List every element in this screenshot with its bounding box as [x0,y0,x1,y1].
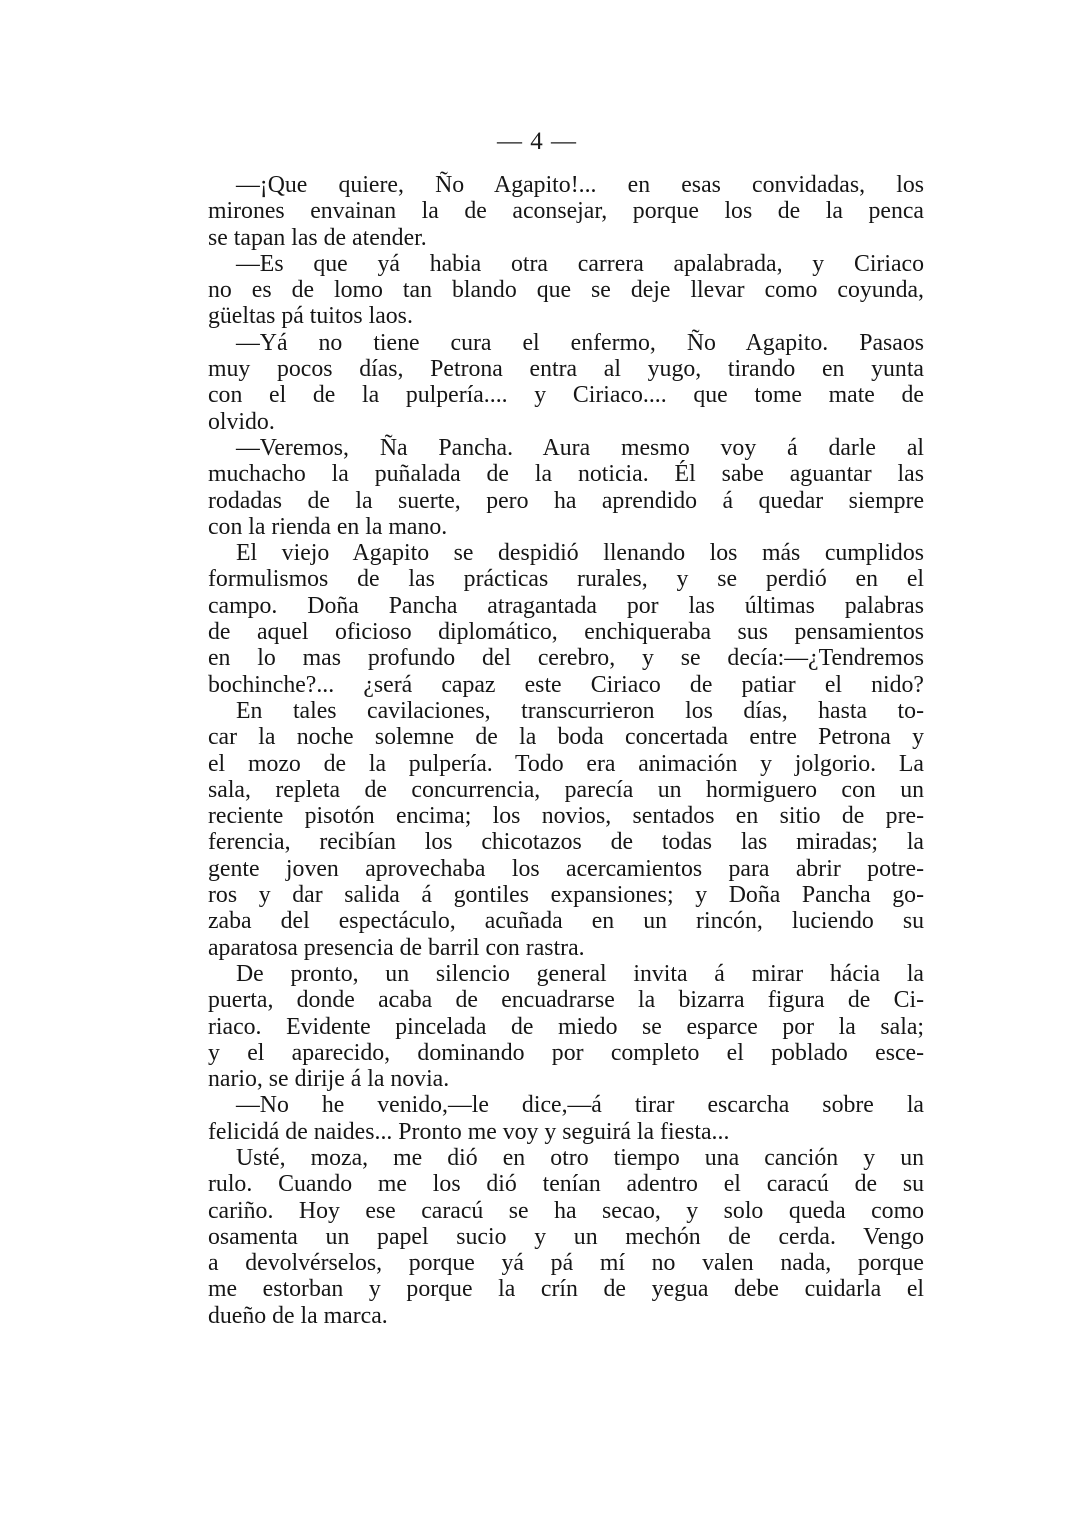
text-line: nario, se dirije á la novia. [208,1066,450,1093]
text-line: —Es que yá habia otra carrera apalabrada, y Ciriaco [236,250,924,277]
text-line: zaba del espectáculo, acuñada en un rincón, luciendo su [208,908,924,935]
text-line: muy pocos días, Petrona entra al yugo, tirando en yunta [208,356,924,383]
text-line: bochinche?... ¿será capaz este Ciriaco de patiar el nido? [208,671,924,698]
text-line: El viejo Agapito se despidió llenando los más cumplidos [236,540,924,567]
text-line: en lo mas profundo del cerebro, y se decía:—¿Tendremos [208,645,924,672]
text-line: rodadas de la suerte, pero ha aprendido á quedar siempre [208,487,924,514]
text-line: puerta, donde acaba de encuadrarse la bizarra figura de Ci- [208,987,924,1014]
text-line: —Yá no tiene cura el enfermo, Ño Agapito. Pasaos [236,329,924,356]
body-text [208,172,924,1329]
text-line: no es de lomo tan blando que se deje llevar como coyunda, [208,277,924,304]
text-line: riaco. Evidente pincelada de miedo se esparce por la sala; [208,1013,924,1040]
text-line: me estorban y porque la crín de yegua debe cuidarla el [208,1276,924,1303]
text-line: osamenta un papel sucio y un mechón de cerda. Vengo [208,1223,924,1250]
text-line: Usté, moza, me dió en otro tiempo una canción y un [236,1144,924,1171]
text-line: —No he venido,—le dice,—á tirar escarcha sobre la [236,1092,924,1119]
text-line: con el de la pulpería.... y Ciriaco.... que tome mate de [208,382,924,409]
text-line: muchacho la puñalada de la noticia. Él sabe aguantar las [208,461,924,488]
text-line: —¡Que quiere, Ño Agapito!... en esas convidadas, los [236,172,924,198]
text-line: cariño. Hoy ese caracú se ha secao, y solo queda como [208,1197,924,1224]
text-line: el mozo de la pulpería. Todo era animación y jolgorio. La [208,750,924,777]
text-line: olvido. [208,408,275,435]
page-number: — 4 — [497,128,577,155]
text-line: a devolvérselos, porque yá pá mí no valen nada, porque [208,1250,924,1277]
text-line: y el aparecido, dominando por completo el poblado esce- [208,1039,924,1066]
text-line: dueño de la marca. [208,1302,388,1329]
text-line: De pronto, un silencio general invita á mirar hácia la [236,960,924,987]
text-line: gente joven aprovechaba los acercamientos para abrir potre- [208,855,924,882]
text-line: —Veremos, Ña Pancha. Aura mesmo voy á darle al [236,434,924,461]
text-line: sala, repleta de concurrencia, parecía un hormiguero con un [208,776,924,803]
text-line: car la noche solemne de la boda concertada entre Petrona y [208,724,924,751]
text-line: campo. Doña Pancha atragantada por las últimas palabras [208,592,924,619]
text-line: felicidá de naides... Pronto me voy y seguirá la fiesta... [208,1118,730,1145]
text-line: güeltas pá tuitos laos. [208,303,413,330]
text-line: mirones envainan la de aconsejar, porque los de la penca [208,198,924,225]
text-line: ferencia, recibían los chicotazos de todas las miradas; la [208,829,924,856]
text-line: se tapan las de atender. [208,224,427,251]
text-line: formulismos de las prácticas rurales, y se perdió en el [208,566,924,593]
text-line: ros y dar salida á gontiles expansiones; y Doña Pancha go- [208,882,924,909]
text-line: reciente pisotón encima; los novios, sentados en sitio de pre- [208,803,924,830]
text-line: rulo. Cuando me los dió tenían adentro el caracú de su [208,1171,924,1198]
text-line: con la rienda en la mano. [208,513,448,540]
text-line: de aquel oficioso diplomático, enchiqueraba sus pensamientos [208,619,924,646]
text-line: aparatosa presencia de barril con rastra. [208,934,585,961]
text-line: En tales cavilaciones, transcurrieron los días, hasta to- [236,697,924,724]
